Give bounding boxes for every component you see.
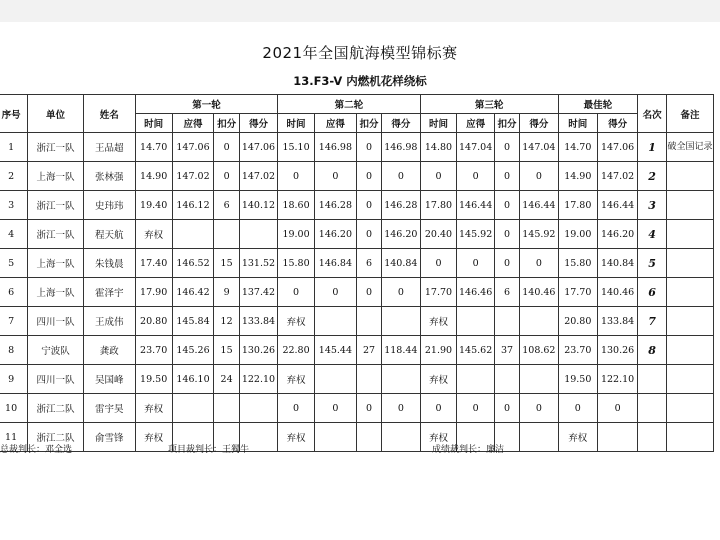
- name-cell: 俞雪锋: [83, 423, 135, 452]
- r1-cell: 12: [214, 307, 239, 336]
- r2-cell: 146.98: [314, 133, 356, 162]
- r3-cell: [494, 365, 519, 394]
- r3-cell: 145.62: [457, 336, 495, 365]
- r1-cell: 145.84: [172, 307, 214, 336]
- r1-cell: 130.26: [239, 336, 277, 365]
- r1-cell: 147.06: [239, 133, 277, 162]
- subheader-expected: 应得: [457, 114, 495, 133]
- r2-cell: 0: [314, 162, 356, 191]
- subheader-expected: 应得: [314, 114, 356, 133]
- rank-cell: [638, 423, 667, 452]
- note-cell: [666, 307, 713, 336]
- r3-cell: 0: [520, 394, 558, 423]
- name-cell: 朱钱晨: [83, 249, 135, 278]
- best-cell: 147.06: [598, 133, 638, 162]
- note-cell: [666, 191, 713, 220]
- best-cell: 140.46: [598, 278, 638, 307]
- r3-cell: 0: [494, 394, 519, 423]
- table-row: [0, 365, 714, 394]
- best-cell: [598, 423, 638, 452]
- r2-cell: 27: [356, 336, 381, 365]
- rank-cell: [638, 365, 667, 394]
- best-cell: 17.80: [558, 191, 597, 220]
- name-cell: 王品超: [83, 133, 135, 162]
- score-judge: 成绩裁判长：廉洁: [432, 445, 505, 455]
- header-note: 备注: [666, 95, 713, 133]
- event-subtitle: 13.F3-V 内燃机花样绕标: [293, 74, 427, 88]
- unit-cell: 浙江一队: [28, 191, 84, 220]
- r2-cell: 0: [314, 278, 356, 307]
- event-judge: 项目裁判长：王獨牛: [168, 445, 250, 455]
- note-cell: [666, 394, 713, 423]
- unit-cell: 四川一队: [28, 307, 84, 336]
- r1-cell: 弃权: [135, 220, 172, 249]
- header-unit: 单位: [28, 95, 84, 133]
- r3-cell: 145.92: [520, 220, 558, 249]
- rank-cell: 2: [638, 162, 667, 191]
- unit-cell: 四川一队: [28, 365, 84, 394]
- r1-cell: 14.70: [135, 133, 172, 162]
- r3-cell: 147.04: [520, 133, 558, 162]
- r2-cell: 弃权: [278, 307, 315, 336]
- unit-cell: 浙江二队: [28, 423, 84, 452]
- r3-cell: 弃权: [420, 365, 457, 394]
- seq-cell: 2: [0, 162, 28, 191]
- table-row: [0, 423, 714, 452]
- r2-cell: [356, 307, 381, 336]
- subheader-deduct: 扣分: [494, 114, 519, 133]
- seq-cell: 10: [0, 394, 28, 423]
- rank-cell: 1: [638, 133, 667, 162]
- r1-cell: 131.52: [239, 249, 277, 278]
- subheader-deduct: 扣分: [214, 114, 239, 133]
- r2-cell: 0: [356, 394, 381, 423]
- r2-cell: 18.60: [278, 191, 315, 220]
- seq-cell: 7: [0, 307, 28, 336]
- note-cell: [666, 365, 713, 394]
- header-round1: 第一轮: [135, 95, 277, 114]
- r1-cell: 弃权: [135, 423, 172, 452]
- r2-cell: 22.80: [278, 336, 315, 365]
- r2-cell: 15.10: [278, 133, 315, 162]
- r3-cell: 37: [494, 336, 519, 365]
- r1-cell: 17.90: [135, 278, 172, 307]
- rank-cell: 8: [638, 336, 667, 365]
- r1-cell: 0: [214, 162, 239, 191]
- r3-cell: 0: [520, 249, 558, 278]
- r2-cell: 0: [356, 133, 381, 162]
- name-cell: 程天航: [83, 220, 135, 249]
- header-rank: 名次: [638, 95, 667, 133]
- rank-cell: [638, 394, 667, 423]
- best-cell: 14.70: [558, 133, 597, 162]
- r1-cell: 17.40: [135, 249, 172, 278]
- r1-cell: 146.12: [172, 191, 214, 220]
- r2-cell: 146.98: [382, 133, 420, 162]
- r2-cell: 146.28: [382, 191, 420, 220]
- name-cell: 史玮玮: [83, 191, 135, 220]
- r3-cell: 140.46: [520, 278, 558, 307]
- seq-cell: 11: [0, 423, 28, 452]
- r1-cell: [239, 220, 277, 249]
- r1-cell: 14.90: [135, 162, 172, 191]
- r3-cell: 0: [457, 162, 495, 191]
- best-cell: 122.10: [598, 365, 638, 394]
- r2-cell: [314, 307, 356, 336]
- subheader-time: 时间: [135, 114, 172, 133]
- r2-cell: 0: [278, 162, 315, 191]
- subheader-score: 得分: [239, 114, 277, 133]
- r2-cell: 0: [356, 220, 381, 249]
- unit-cell: 上海一队: [28, 278, 84, 307]
- best-cell: 20.80: [558, 307, 597, 336]
- seq-cell: 5: [0, 249, 28, 278]
- r3-cell: 146.46: [457, 278, 495, 307]
- r3-cell: [457, 307, 495, 336]
- header-round2: 第二轮: [278, 95, 420, 114]
- unit-cell: 浙江一队: [28, 133, 84, 162]
- r2-cell: 6: [356, 249, 381, 278]
- subheader-time: 时间: [420, 114, 457, 133]
- r3-cell: 146.44: [457, 191, 495, 220]
- r2-cell: 19.00: [278, 220, 315, 249]
- r1-cell: 24: [214, 365, 239, 394]
- r3-cell: 0: [520, 162, 558, 191]
- r1-cell: [172, 220, 214, 249]
- r1-cell: 133.84: [239, 307, 277, 336]
- r1-cell: 147.02: [172, 162, 214, 191]
- best-cell: 146.20: [598, 220, 638, 249]
- best-cell: 15.80: [558, 249, 597, 278]
- r3-cell: 0: [420, 394, 457, 423]
- r1-cell: 146.42: [172, 278, 214, 307]
- best-cell: 弃权: [558, 423, 597, 452]
- subheader-score: 得分: [382, 114, 420, 133]
- table-row: [0, 307, 714, 336]
- r3-cell: 0: [457, 249, 495, 278]
- subheader-deduct: 扣分: [356, 114, 381, 133]
- r1-cell: 15: [214, 249, 239, 278]
- document-title: 2021年全国航海模型锦标赛: [262, 44, 458, 62]
- header-best: 最佳轮: [558, 95, 638, 114]
- table-row: [0, 133, 714, 162]
- subheader-score: 得分: [520, 114, 558, 133]
- r1-cell: 146.52: [172, 249, 214, 278]
- r3-cell: 0: [420, 162, 457, 191]
- best-cell: 133.84: [598, 307, 638, 336]
- r2-cell: 145.44: [314, 336, 356, 365]
- unit-cell: 浙江二队: [28, 394, 84, 423]
- r1-cell: 19.40: [135, 191, 172, 220]
- r3-cell: 弃权: [420, 423, 457, 452]
- note-cell: 破全国记录: [666, 133, 713, 162]
- note-cell: [666, 336, 713, 365]
- unit-cell: 上海一队: [28, 249, 84, 278]
- best-cell: 19.50: [558, 365, 597, 394]
- r3-cell: 0: [494, 220, 519, 249]
- note-cell: [666, 249, 713, 278]
- header-seq: 序号: [0, 95, 28, 133]
- best-cell: 19.00: [558, 220, 597, 249]
- r3-cell: [520, 365, 558, 394]
- r3-cell: 21.90: [420, 336, 457, 365]
- r2-cell: [314, 423, 356, 452]
- name-cell: 雷宇昊: [83, 394, 135, 423]
- r1-cell: [214, 220, 239, 249]
- r3-cell: 20.40: [420, 220, 457, 249]
- r1-cell: 147.02: [239, 162, 277, 191]
- r2-cell: 15.80: [278, 249, 315, 278]
- r3-cell: 17.70: [420, 278, 457, 307]
- unit-cell: 宁波队: [28, 336, 84, 365]
- subheader-score: 得分: [598, 114, 638, 133]
- top-bar: [0, 0, 720, 22]
- r3-cell: 108.62: [520, 336, 558, 365]
- r2-cell: 146.20: [314, 220, 356, 249]
- r3-cell: 0: [494, 162, 519, 191]
- r1-cell: 23.70: [135, 336, 172, 365]
- header-round3: 第三轮: [420, 95, 558, 114]
- r2-cell: 0: [356, 278, 381, 307]
- seq-cell: 8: [0, 336, 28, 365]
- r1-cell: 9: [214, 278, 239, 307]
- rank-cell: 7: [638, 307, 667, 336]
- best-cell: 0: [558, 394, 597, 423]
- r2-cell: 0: [278, 394, 315, 423]
- r3-cell: 14.80: [420, 133, 457, 162]
- best-cell: 147.02: [598, 162, 638, 191]
- r1-cell: [214, 394, 239, 423]
- r1-cell: [172, 394, 214, 423]
- r1-cell: 145.26: [172, 336, 214, 365]
- note-cell: [666, 423, 713, 452]
- r3-cell: 0: [420, 249, 457, 278]
- r1-cell: 19.50: [135, 365, 172, 394]
- best-cell: 0: [598, 394, 638, 423]
- r2-cell: 146.28: [314, 191, 356, 220]
- results-table: [0, 94, 714, 452]
- name-cell: 王成伟: [83, 307, 135, 336]
- r1-cell: 137.42: [239, 278, 277, 307]
- r2-cell: 118.44: [382, 336, 420, 365]
- note-cell: [666, 278, 713, 307]
- table-row: [0, 336, 714, 365]
- name-cell: 吴国峰: [83, 365, 135, 394]
- rank-cell: 4: [638, 220, 667, 249]
- r3-cell: [520, 307, 558, 336]
- r2-cell: [382, 423, 420, 452]
- r2-cell: [356, 423, 381, 452]
- r2-cell: 146.84: [314, 249, 356, 278]
- table-row: [0, 249, 714, 278]
- unit-cell: 浙江一队: [28, 220, 84, 249]
- rank-cell: 3: [638, 191, 667, 220]
- name-cell: 龚政: [83, 336, 135, 365]
- seq-cell: 4: [0, 220, 28, 249]
- name-cell: 张林强: [83, 162, 135, 191]
- r2-cell: 0: [382, 162, 420, 191]
- rank-cell: 6: [638, 278, 667, 307]
- seq-cell: 1: [0, 133, 28, 162]
- r1-cell: 140.12: [239, 191, 277, 220]
- r3-cell: 弃权: [420, 307, 457, 336]
- r1-cell: 0: [214, 133, 239, 162]
- r3-cell: 6: [494, 278, 519, 307]
- r3-cell: 146.44: [520, 191, 558, 220]
- r2-cell: 0: [314, 394, 356, 423]
- seq-cell: 9: [0, 365, 28, 394]
- chief-judge: 总裁判长：邓全选: [0, 445, 73, 455]
- r3-cell: 17.80: [420, 191, 457, 220]
- r2-cell: 140.84: [382, 249, 420, 278]
- seq-cell: 6: [0, 278, 28, 307]
- r2-cell: [382, 365, 420, 394]
- best-cell: 23.70: [558, 336, 597, 365]
- best-cell: 140.84: [598, 249, 638, 278]
- r2-cell: [314, 365, 356, 394]
- note-cell: [666, 220, 713, 249]
- r3-cell: 145.92: [457, 220, 495, 249]
- table-row: [0, 278, 714, 307]
- header-name: 姓名: [83, 95, 135, 133]
- table-row: [0, 220, 714, 249]
- r1-cell: 146.10: [172, 365, 214, 394]
- best-cell: 14.90: [558, 162, 597, 191]
- r1-cell: 20.80: [135, 307, 172, 336]
- r2-cell: [382, 307, 420, 336]
- r1-cell: 147.06: [172, 133, 214, 162]
- seq-cell: 3: [0, 191, 28, 220]
- r1-cell: [239, 394, 277, 423]
- rank-cell: 5: [638, 249, 667, 278]
- r2-cell: 0: [382, 394, 420, 423]
- r2-cell: 弃权: [278, 423, 315, 452]
- subheader-time: 时间: [278, 114, 315, 133]
- r2-cell: 弃权: [278, 365, 315, 394]
- r3-cell: [457, 365, 495, 394]
- r2-cell: 146.20: [382, 220, 420, 249]
- subheader-time: 时间: [558, 114, 597, 133]
- r2-cell: 0: [278, 278, 315, 307]
- r2-cell: [356, 365, 381, 394]
- best-cell: 17.70: [558, 278, 597, 307]
- name-cell: 霍泽宇: [83, 278, 135, 307]
- r2-cell: 0: [382, 278, 420, 307]
- r1-cell: 弃权: [135, 394, 172, 423]
- best-cell: 130.26: [598, 336, 638, 365]
- best-cell: 146.44: [598, 191, 638, 220]
- r2-cell: 0: [356, 191, 381, 220]
- r1-cell: 15: [214, 336, 239, 365]
- table-row: [0, 162, 714, 191]
- table-row: [0, 191, 714, 220]
- subheader-expected: 应得: [172, 114, 214, 133]
- table-row: [0, 394, 714, 423]
- r3-cell: [520, 423, 558, 452]
- r3-cell: 0: [494, 191, 519, 220]
- r3-cell: [494, 307, 519, 336]
- r1-cell: 122.10: [239, 365, 277, 394]
- r3-cell: 147.04: [457, 133, 495, 162]
- r1-cell: 6: [214, 191, 239, 220]
- r3-cell: 0: [457, 394, 495, 423]
- unit-cell: 上海一队: [28, 162, 84, 191]
- r3-cell: 0: [494, 249, 519, 278]
- r2-cell: 0: [356, 162, 381, 191]
- note-cell: [666, 162, 713, 191]
- r3-cell: 0: [494, 133, 519, 162]
